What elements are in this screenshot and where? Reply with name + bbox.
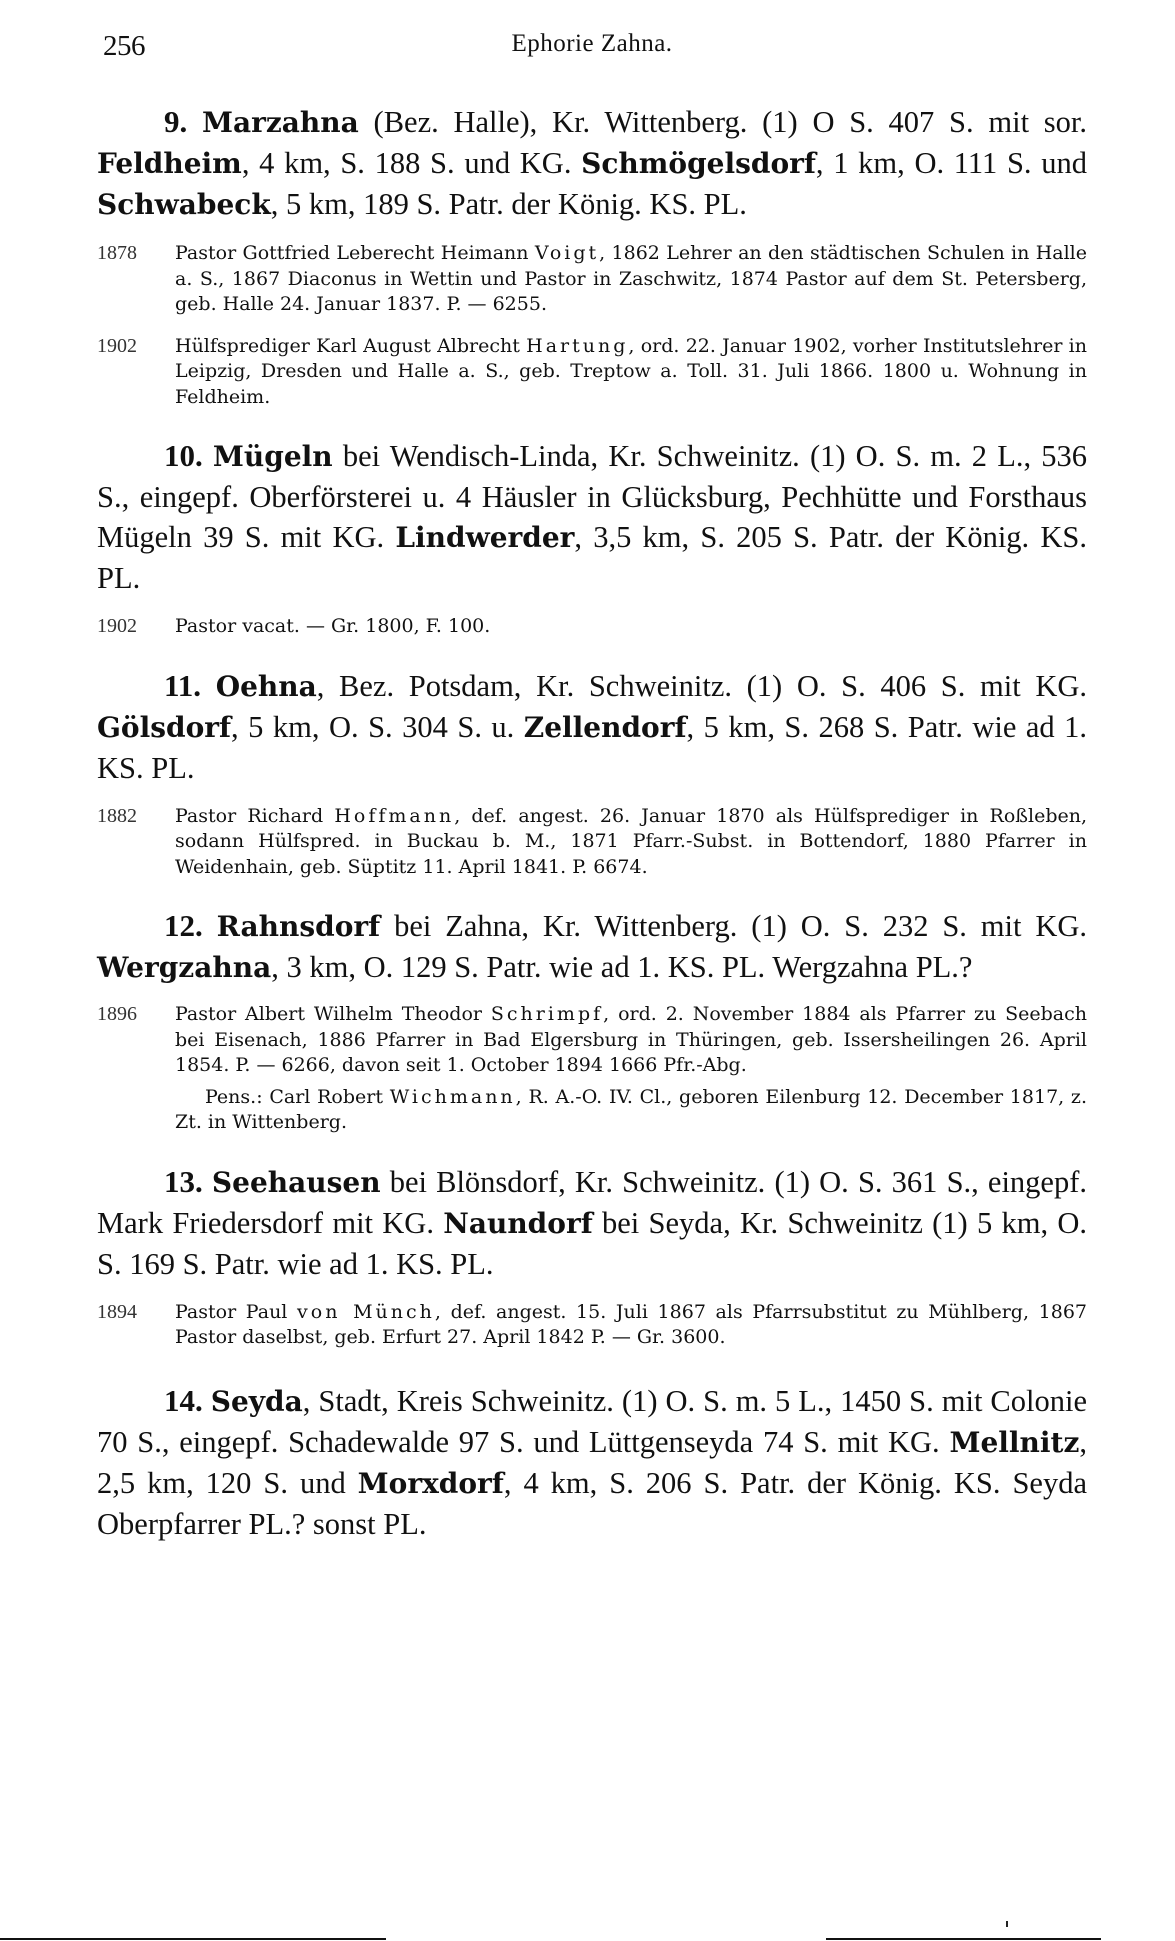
pastor-record [97,241,1087,318]
description-text: , 4 km, S. 188 S. und KG. [241,146,582,180]
record-year: 1878 [97,242,137,264]
parish-description [97,436,1087,598]
description-text: , 3,5 km, S. 205 S. Patr. der König. KS. PL. [97,520,1087,595]
parish-entry-10 [97,436,1087,640]
parish-description [97,1162,1087,1284]
footer-rule [0,1938,386,1940]
pastor-surname: von Münch [297,1300,435,1323]
record-text: Pastor Gottfried Leberecht Heimann [175,242,535,264]
filial-name: Mellnitz [949,1425,1080,1459]
pastor-record [97,1002,1087,1079]
pastor-record [97,614,1087,640]
parish-name: Seyda [210,1384,303,1418]
parish-name: Rahnsdorf [216,910,381,943]
parish-name: Oehna [215,669,317,703]
record-text: Pastor Albert Wilhelm Theodor [175,1003,491,1025]
parish-description [97,906,1087,988]
description-text: , Bez. Potsdam, Kr. Schweinitz. (1) O. S. 406 S. mit KG. [316,668,1088,703]
record-year: 1882 [97,804,137,827]
entry-number: 13. [164,1163,203,1199]
entry-number: 10. [164,438,203,473]
filial-name: Zellendorf [523,710,687,744]
description-text: , 1 km, O. 111 S. und [815,146,1087,180]
entry-number: 9. [164,104,188,139]
description-text: bei Wendisch-Linda, Kr. Schweinitz. (1) O. S. m. 2 L., 536 S., eingepf. Oberförsterei u. 4 Häusler in Glücksburg, Pechhütte und Forsthaus Mügeln 39 S. mit KG. [97,439,1087,554]
parish-entry-13 [97,1162,1087,1351]
record-text: Pens.: Carl Robert [205,1085,390,1108]
pensioner-surname: Wichmann [389,1085,516,1108]
entry-number: 12. [164,908,203,943]
document-page [97,0,1087,1544]
pastor-surname: Hoffmann [334,804,455,827]
record-text: , ord. 2. November 1884 als Pfarrer zu Seebach bei Eisenach, 1886 Pfarrer in Bad Elgersburg in Thüringen, geb. Issersheilingen 26. April 1854. P. — 6266, davon seit 1. October 1894 1666 Pfr.-Abg. [175,1003,1087,1076]
record-text: , def. angest. 15. Juli 1867 als Pfarrsubstitut zu Mühlberg, 1867 Pastor daselbst, geb. Erfurt 27. April 1842 P. — Gr. 3600. [175,1300,1087,1348]
description-text: , 5 km, 189 S. Patr. der König. KS. PL. [270,187,747,221]
pastor-record [97,804,1087,881]
pensioner-record [97,1085,1087,1136]
pastor-surname: Hartung [526,334,629,357]
description-text: , 5 km, S. 268 S. Patr. wie ad 1. KS. PL. [97,709,1087,785]
filial-name: Naundorf [443,1206,593,1240]
description-text: , Stadt, Kreis Schweinitz. (1) O. S. m. 5 L., 1450 S. mit Colonie 70 S., eingepf. Schadewalde 97 S. und Lüttgenseyda 74 S. mit KG. [97,1383,1088,1459]
parish-name: Seehausen [211,1165,381,1199]
record-text: , 1862 Lehrer an den städtischen Schulen in Halle a. S., 1867 Diaconus in Wettin und Pastor in Zaschwitz, 1874 Pastor auf dem St. Petersberg, geb. Halle 24. Januar 1837. P. — 6255. [175,242,1087,315]
filial-name: Gölsdorf [97,710,232,744]
scan-speck [1006,1921,1008,1927]
parish-description [97,666,1087,788]
description-text: bei Seyda, Kr. Schweinitz (1) 5 km, O. S. 169 S. Patr. wie ad 1. KS. PL. [97,1205,1087,1281]
parish-entry-11 [97,666,1087,881]
running-head [97,0,1087,80]
parish-name: Mügeln [212,440,333,473]
pastor-surname: Schrimpf [490,1003,604,1025]
record-year: 1896 [97,1003,137,1025]
description-text: , 4 km, S. 206 S. Patr. der König. KS. Seyda Oberpfarrer PL.? sonst PL. [97,1465,1087,1541]
description-text: , 3 km, O. 129 S. Patr. wie ad 1. KS. PL. Wergzahna PL.? [271,950,973,984]
parish-description [97,1381,1087,1544]
record-text: Pastor vacat. — Gr. 1800, F. 100. [175,615,491,637]
record-text: , R. A.-O. IV. Cl., geboren Eilenburg 12. December 1817, z. Zt. in Wittenberg. [175,1085,1087,1133]
record-year: 1902 [97,615,137,637]
filial-name: Wergzahna [97,951,272,984]
parish-entry-9 [97,102,1087,410]
description-text: , 2,5 km, 120 S. und [97,1424,1087,1500]
parish-entry-12 [97,906,1087,1136]
parish-name: Marzahna [202,106,359,139]
entry-number: 14. [164,1382,203,1418]
description-text: bei Zahna, Kr. Wittenberg. (1) O. S. 232 S. mit KG. [380,909,1087,943]
record-text: Pastor Richard [175,804,335,827]
pastor-surname: Voigt [534,242,600,264]
filial-name: Lindwerder [395,521,575,554]
page-number: 256 [103,30,145,62]
pastor-record [97,334,1087,411]
filial-name: Schwabeck [97,188,271,221]
filial-name: Schmögelsdorf [581,147,816,180]
record-year: 1902 [97,334,137,357]
pastor-record [97,1300,1087,1351]
filial-name: Morxdorf [357,1466,504,1500]
record-text: , ord. 22. Januar 1902, vorher Institutslehrer in Leipzig, Dresden und Halle a. S., geb. Treptow a. Toll. 31. Juli 1866. 1800 u. Wohnung in Feldheim. [175,334,1087,408]
record-text: Pastor Paul [175,1300,298,1323]
record-text: Hülfsprediger Karl August Albrecht [175,334,527,357]
footer-rule [826,1938,1101,1940]
entry-number: 11. [164,667,202,703]
record-text: , def. angest. 26. Januar 1870 als Hülfsprediger in Roßleben, sodann Hülfspred. in Buckau b. M., 1871 Pfarr.-Subst. in Bottendorf, 1880 Pfarrer in Weidenhain, geb. Süptitz 11. April 1841. P. 6674. [175,804,1087,878]
record-year: 1894 [97,1300,137,1323]
parish-description [97,102,1087,225]
running-title: Ephorie Zahna. [511,30,673,57]
filial-name: Feldheim [97,147,242,180]
description-text: bei Blönsdorf, Kr. Schweinitz. (1) O. S. 361 S., eingepf. Mark Friedersdorf mit KG. [97,1164,1088,1240]
parish-entry-14 [97,1381,1087,1544]
description-text: , 5 km, O. S. 304 S. u. [231,709,524,744]
description-text: (Bez. Halle), Kr. Wittenberg. (1) O S. 407 S. mit sor. [358,105,1087,139]
